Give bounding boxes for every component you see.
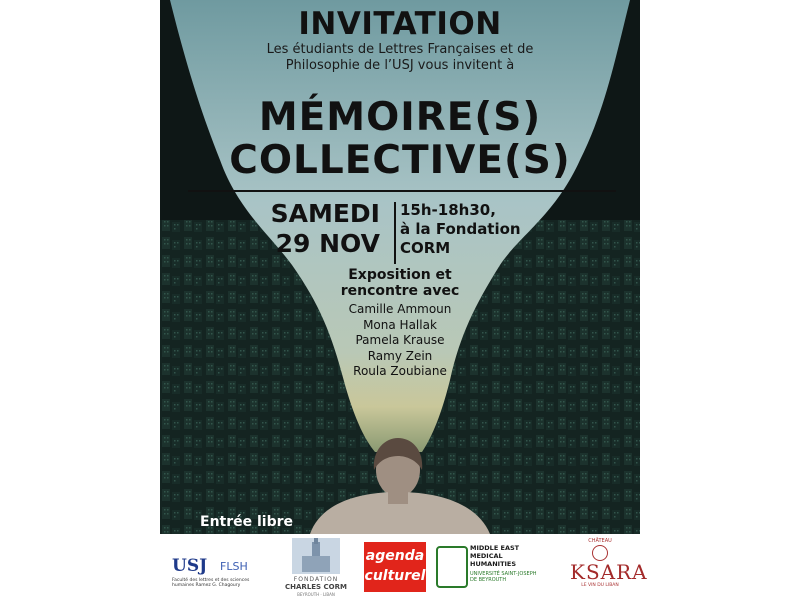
fondation-corm-logo — [284, 538, 348, 596]
agenda-line2: culturel — [364, 568, 426, 584]
usj-subtitle: Faculté des lettres et des sciences humaines Ramez G. Chagoury — [172, 578, 250, 588]
ksara-crest-icon — [592, 545, 608, 561]
guest-name: Mona Hallak — [363, 317, 437, 332]
event-place: CORM — [400, 239, 451, 257]
poster — [160, 0, 640, 534]
event-day: SAMEDI — [270, 199, 380, 228]
activity-line: rencontre avec — [340, 283, 460, 299]
corm-building-icon — [292, 538, 340, 574]
sponsor-logos — [160, 534, 648, 600]
intro-line: Philosophie de l’USJ vous invitent à — [285, 58, 515, 73]
usj-logo — [172, 552, 262, 594]
medh-line: MIDDLE EAST — [470, 544, 520, 552]
invitation-title: INVITATION — [298, 6, 502, 42]
corm-line1: FONDATION — [293, 576, 339, 583]
medical-humanities-logo — [436, 544, 542, 592]
agenda-culturel-logo — [364, 542, 426, 592]
medh-sub: DE BEYROUTH — [470, 577, 507, 583]
event-place: à la Fondation — [400, 220, 521, 238]
medh-line: HUMANITIES — [470, 560, 517, 568]
activity-line: Exposition et — [348, 267, 452, 283]
guest-name: Camille Ammoun — [348, 302, 452, 316]
event-date — [268, 199, 380, 259]
guest-list — [160, 302, 640, 380]
event-day-number: 29 NOV — [275, 229, 380, 258]
medh-line: MEDICAL — [470, 552, 503, 560]
ksara-logo — [570, 538, 648, 596]
corm-line3: BEYROUTH · LIBAN — [297, 592, 335, 597]
caduceus-icon — [436, 546, 468, 588]
free-entry: Entrée libre — [200, 514, 294, 530]
activity-heading — [160, 267, 640, 299]
guest-name: Roula Zoubiane — [353, 364, 447, 378]
corm-line2: CHARLES CORM — [285, 583, 347, 591]
guest-name: Ramy Zein — [367, 348, 433, 363]
event-time-place — [400, 201, 521, 258]
ksara-top: CHÂTEAU — [588, 538, 612, 544]
vertical-divider — [394, 202, 396, 264]
agenda-line1: agenda — [365, 548, 425, 564]
event-title-line: MÉMOIRE(S) — [258, 95, 542, 140]
event-title — [160, 96, 640, 182]
event-time: 15h-18h30, — [400, 201, 496, 219]
ksara-name: KSARA — [570, 560, 648, 584]
usj-mark: USJ — [172, 556, 208, 576]
intro-text — [160, 42, 640, 74]
event-title-line: COLLECTIVE(S) — [229, 138, 571, 183]
intro-line: Les étudiants de Lettres Françaises et de — [266, 42, 534, 57]
divider — [188, 190, 616, 192]
flsh-mark: FLSH — [220, 560, 248, 573]
medh-sub: UNIVERSITÉ SAINT-JOSEPH — [470, 571, 537, 577]
ksara-sub: LE VIN DU LIBAN — [581, 583, 619, 588]
guest-name: Pamela Krause — [355, 333, 445, 347]
